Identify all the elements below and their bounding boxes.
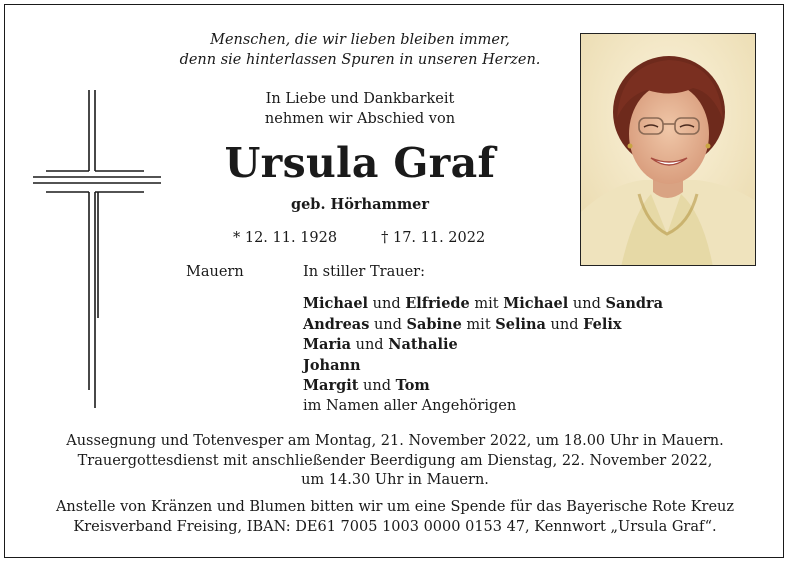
mourning-heading: In stiller Trauer: <box>303 264 425 280</box>
portrait-illustration <box>581 34 756 266</box>
mourner-name: Felix <box>583 315 622 333</box>
mourner-name: Margit <box>303 377 359 394</box>
cross-icon <box>30 88 164 410</box>
mourner-name: Maria <box>303 336 351 353</box>
intro-line: In Liebe und Dankbarkeit <box>265 91 455 107</box>
donation-line: Kreisverband Freising, IBAN: DE61 7005 1003 0000 0153 47, Kennwort „Ursula Graf“. <box>73 518 717 535</box>
mourner-name: Sabine <box>406 315 462 333</box>
mourner-connector: und <box>368 296 406 312</box>
mourner-name: Elfriede <box>405 295 470 312</box>
motto-line: Menschen, die wir lieben bleiben immer, <box>210 32 510 48</box>
mourner-connector: und <box>568 296 606 312</box>
mourner-line <box>303 315 663 336</box>
mourner-name: Selina <box>495 315 546 333</box>
mourner-line <box>303 376 663 397</box>
deceased-name: Ursula Graf <box>224 139 496 187</box>
service-line: Aussegnung und Totenvesper am Montag, 21. November 2022, um 18.00 Uhr in Mauern. <box>66 433 724 449</box>
intro-line: nehmen wir Abschied von <box>264 111 456 127</box>
mourner-name: Sandra <box>605 295 664 312</box>
mourner-connector: mit <box>469 296 504 312</box>
mourner-line <box>303 356 663 377</box>
mourner-name: Nathalie <box>388 336 458 353</box>
mourners-list <box>303 294 663 416</box>
mourner-connector: mit <box>461 316 496 333</box>
mourner-name: Michael <box>303 295 369 312</box>
place: Mauern <box>186 264 244 280</box>
mourner-connector: und <box>351 337 389 353</box>
service-line: Trauergottesdienst mit anschließender Beerdigung am Dienstag, 22. November 2022, <box>77 452 713 469</box>
life-dates <box>233 230 485 246</box>
intro-text <box>150 89 570 129</box>
mourner-connector: im Namen aller Angehörigen <box>303 397 517 414</box>
service-line: um 14.30 Uhr in Mauern. <box>301 472 489 488</box>
death-date: † 17. 11. 2022 <box>381 230 486 246</box>
mourner-line <box>303 294 663 315</box>
motto <box>150 30 570 70</box>
mourner-connector: und <box>358 378 396 394</box>
mourner-name: Johann <box>303 356 361 374</box>
donation-info <box>20 498 770 537</box>
mourner-name: Michael <box>503 295 569 312</box>
birth-date: * 12. 11. 1928 <box>233 230 338 246</box>
mourner-line <box>303 335 663 356</box>
portrait-photo <box>580 33 756 266</box>
mourner-name: Tom <box>395 377 430 394</box>
mourner-connector: und <box>369 316 407 333</box>
service-info <box>20 432 770 491</box>
motto-line: denn sie hinterlassen Spuren in unseren Herzen. <box>179 52 541 68</box>
birth-name: geb. Hörhammer <box>290 196 430 213</box>
mourner-connector: und <box>545 316 584 333</box>
donation-line: Anstelle von Kränzen und Blumen bitten wir um eine Spende für das Bayerische Rote Kreuz <box>55 499 735 515</box>
mourner-name: Andreas <box>303 315 370 333</box>
mourner-line <box>303 397 663 417</box>
